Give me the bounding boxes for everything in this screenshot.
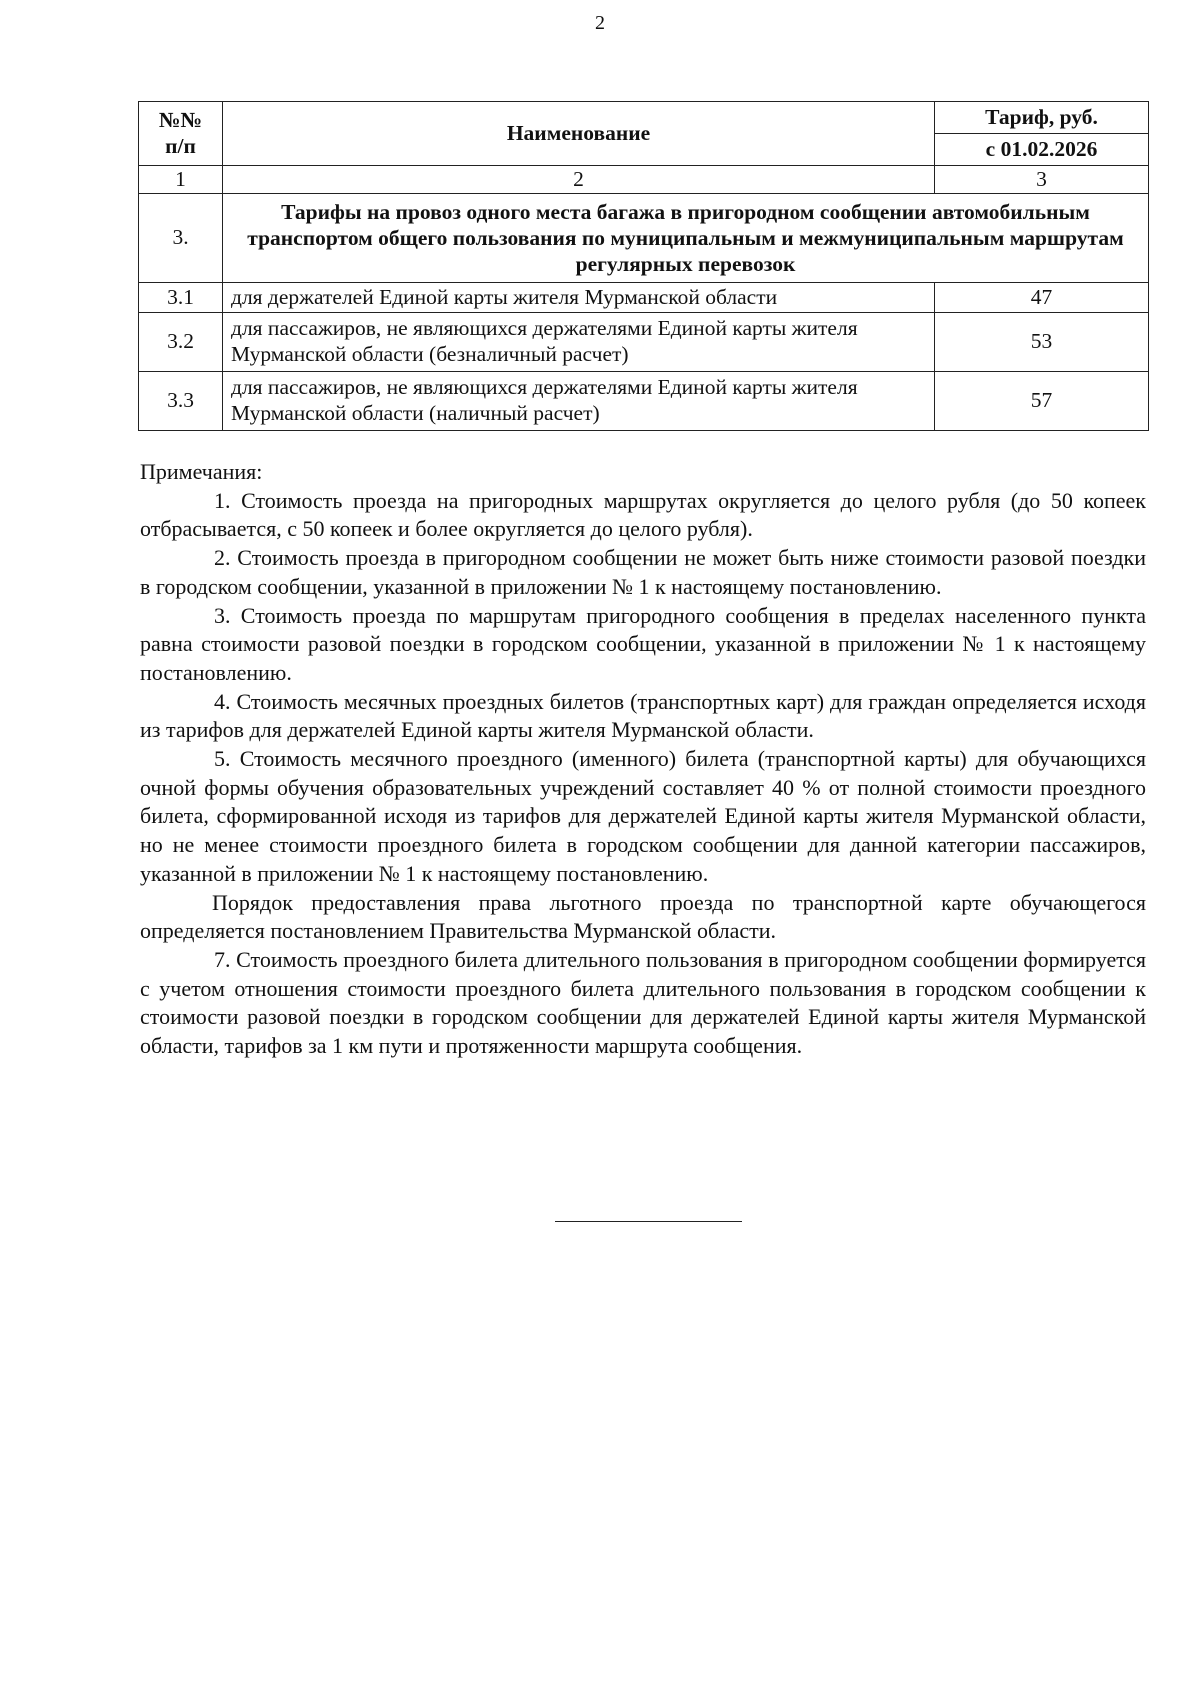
header-num-cell bbox=[139, 102, 223, 166]
header-tariff-label: Тариф, руб. bbox=[985, 104, 1098, 129]
table-row bbox=[139, 313, 1149, 372]
row-num: 3.1 bbox=[139, 283, 223, 313]
table-row bbox=[139, 372, 1149, 431]
tariff-table bbox=[138, 101, 1149, 431]
note-item: 3. Стоимость проезда по маршрутам пригородного сообщения в пределах населенного пункта равна стоимости разовой поездки в городском сообщении, указанной в приложении № 1 к настоящему постановлению. bbox=[140, 602, 1146, 685]
row-name: для пассажиров, не являющихся держателями Единой карты жителя Мурманской области (наличный расчет) bbox=[223, 372, 935, 431]
row-tariff: 47 bbox=[935, 283, 1149, 313]
notes-title: Примечания: bbox=[140, 459, 263, 484]
header-name: Наименование bbox=[506, 120, 651, 145]
index-cell-2: 2 bbox=[223, 166, 935, 194]
section-title: Тарифы на провоз одного места багажа в пригородном сообщении автомобильным транспортом общего пользования по муниципальным и межмуниципальным маршрутам регулярных перевозок bbox=[223, 194, 1149, 283]
table-section-row bbox=[139, 194, 1149, 283]
row-tariff: 57 bbox=[935, 372, 1149, 431]
note-item: 4. Стоимость месячных проездных билетов (транспортных карт) для граждан определяется исходя из тарифов для держателей Единой карты жителя Мурманской области. bbox=[140, 688, 1146, 743]
row-num: 3.3 bbox=[139, 372, 223, 431]
header-name-cell bbox=[223, 102, 935, 166]
row-name: для держателей Единой карты жителя Мурманской области bbox=[223, 283, 935, 313]
note-item: 7. Стоимость проездного билета длительного пользования в пригородном сообщении формируется с учетом отношения стоимости проездного билета длительного пользования в городском сообщении к стоимости разовой поездки в городском сообщении для держателей Единой карты жителя Мурманской области, тарифов за 1 км пути и протяженности маршрута сообщения. bbox=[140, 946, 1146, 1059]
note-item: Порядок предоставления права льготного проезда по транспортной карте обучающегося определяется постановлением Правительства Мурманской области. bbox=[140, 889, 1146, 944]
note-item: 1. Стоимость проезда на пригородных маршрутах округляется до целого рубля (до 50 копеек отбрасывается, с 50 копеек и более округляется до целого рубля). bbox=[140, 487, 1146, 542]
table-header-row bbox=[139, 102, 1149, 134]
index-cell-3: 3 bbox=[935, 166, 1149, 194]
end-divider bbox=[555, 1221, 742, 1222]
table-index-row bbox=[139, 166, 1149, 194]
header-tariff-date: с 01.02.2026 bbox=[985, 136, 1098, 161]
header-tariff-label-cell bbox=[935, 102, 1149, 134]
row-num: 3.2 bbox=[139, 313, 223, 372]
notes-section bbox=[140, 458, 1146, 1061]
page-number: 2 bbox=[595, 12, 605, 34]
header-num: №№ п/п bbox=[158, 107, 203, 158]
row-tariff: 53 bbox=[935, 313, 1149, 372]
note-item: 2. Стоимость проезда в пригородном сообщении не может быть ниже стоимости разовой поездки в городском сообщении, указанной в приложении № 1 к настоящему постановлению. bbox=[140, 545, 1146, 599]
note-item: 5. Стоимость месячного проездного (именного) билета (транспортной карты) для обучающихся очной формы обучения образовательных учреждений составляет 40 % от полной стоимости проездного билета, сформированной исходя из тарифов для держателей Единой карты жителя Мурманской области, но не менее стоимости проездного билета в городском сообщении для данной категории пассажиров, указанной в приложении № 1 к настоящему постановлению. bbox=[140, 746, 1146, 886]
row-name: для пассажиров, не являющихся держателями Единой карты жителя Мурманской области (безналичный расчет) bbox=[223, 313, 935, 372]
header-tariff-date-cell bbox=[935, 134, 1149, 166]
section-num: 3. bbox=[139, 194, 223, 283]
table-row bbox=[139, 283, 1149, 313]
index-cell-1: 1 bbox=[139, 166, 223, 194]
